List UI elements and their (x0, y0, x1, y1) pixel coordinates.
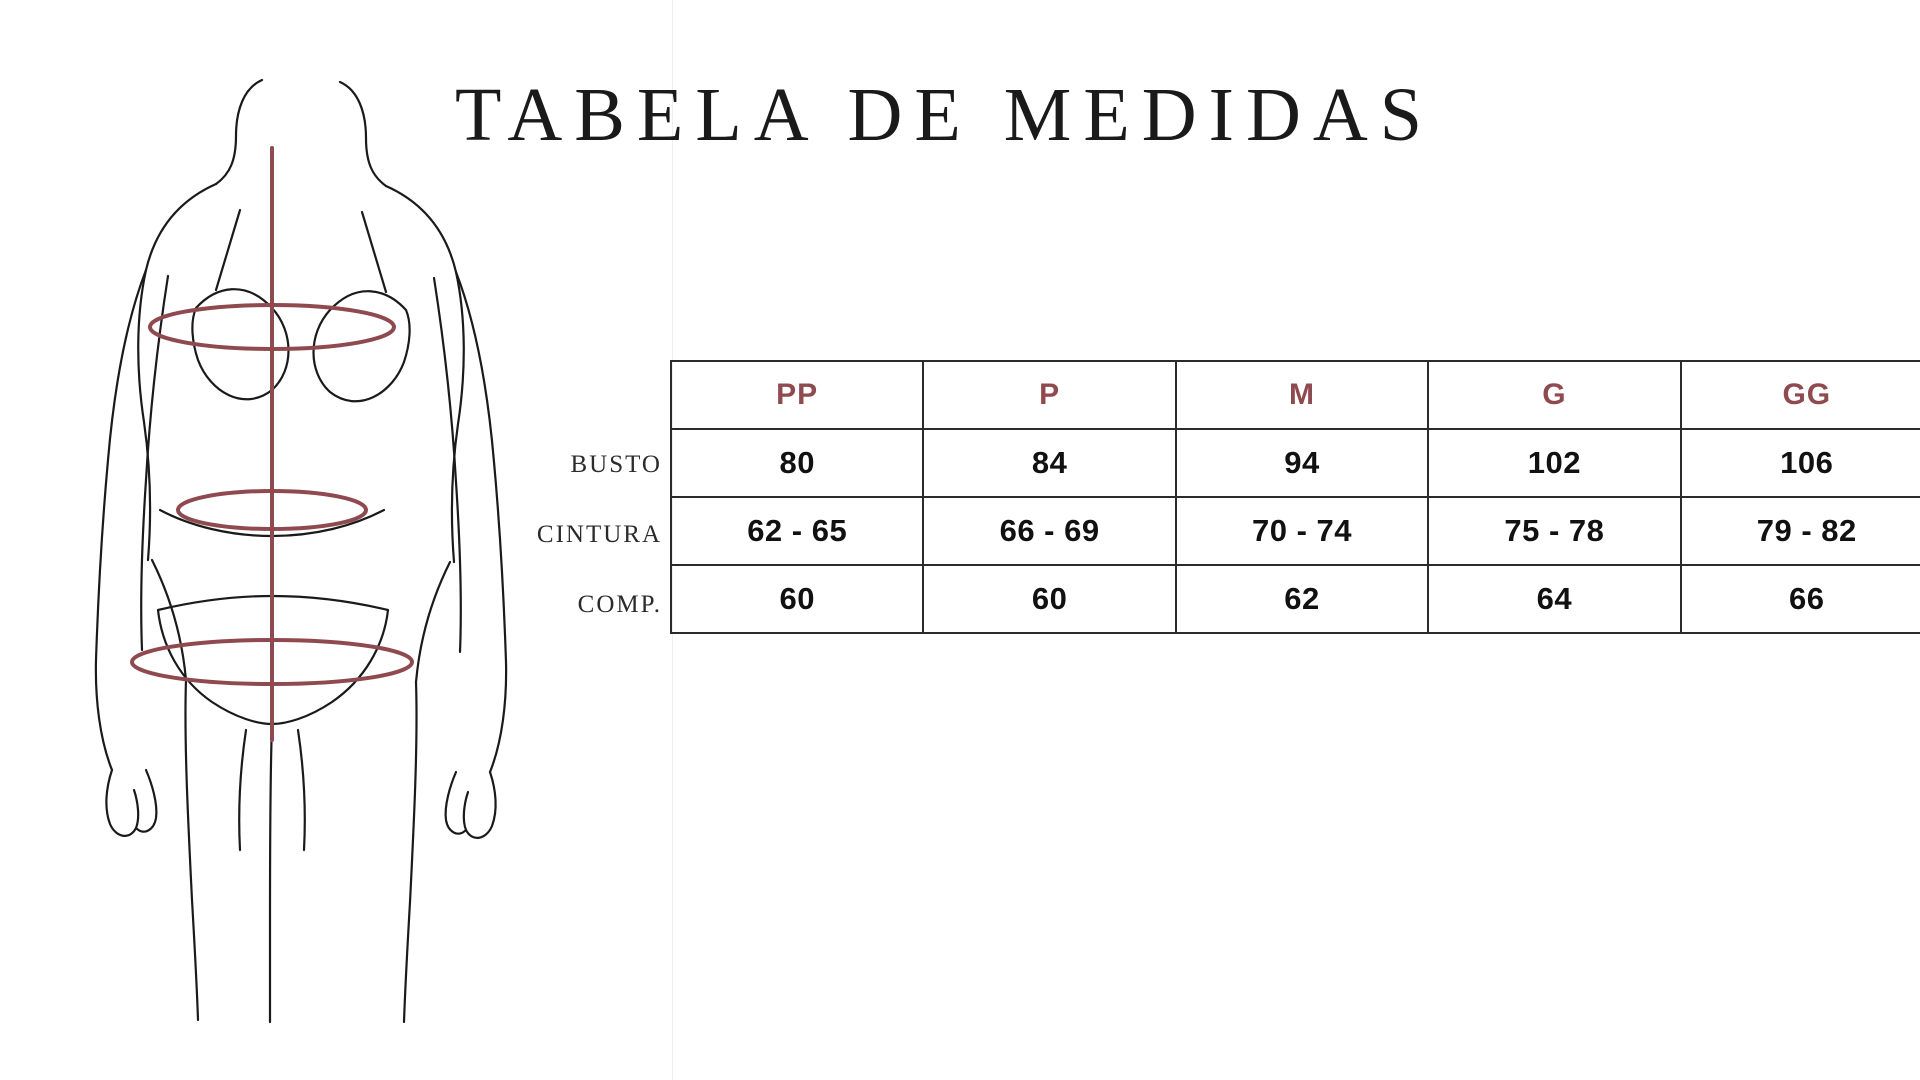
measurements-table (670, 360, 1920, 634)
size-header-gg: GG (1681, 361, 1920, 429)
comp-p: 60 (923, 565, 1175, 633)
table-row (671, 429, 1920, 497)
busto-pp: 80 (671, 429, 923, 497)
row-label-column (530, 430, 662, 640)
busto-p: 84 (923, 429, 1175, 497)
size-header-g: G (1428, 361, 1680, 429)
comp-gg: 66 (1681, 565, 1920, 633)
size-header-pp: PP (671, 361, 923, 429)
measurements-table-block (530, 360, 1860, 634)
page-title: TABELA DE MEDIDAS (455, 73, 1434, 157)
comp-pp: 60 (671, 565, 923, 633)
cintura-m: 70 - 74 (1176, 497, 1428, 565)
row-label-busto: BUSTO (570, 451, 662, 478)
body-illustration (40, 40, 600, 1040)
comp-g: 64 (1428, 565, 1680, 633)
table-header-row (671, 361, 1920, 429)
table-row (671, 497, 1920, 565)
row-label-cintura: CINTURA (536, 521, 662, 548)
busto-g: 102 (1428, 429, 1680, 497)
size-header-m: M (1176, 361, 1428, 429)
row-label-comp: COMP. (577, 591, 662, 618)
cintura-g: 75 - 78 (1428, 497, 1680, 565)
busto-gg: 106 (1681, 429, 1920, 497)
cintura-p: 66 - 69 (923, 497, 1175, 565)
cintura-gg: 79 - 82 (1681, 497, 1920, 565)
cintura-pp: 62 - 65 (671, 497, 923, 565)
comp-m: 62 (1176, 565, 1428, 633)
table-row (671, 565, 1920, 633)
size-header-p: P (923, 361, 1175, 429)
busto-m: 94 (1176, 429, 1428, 497)
